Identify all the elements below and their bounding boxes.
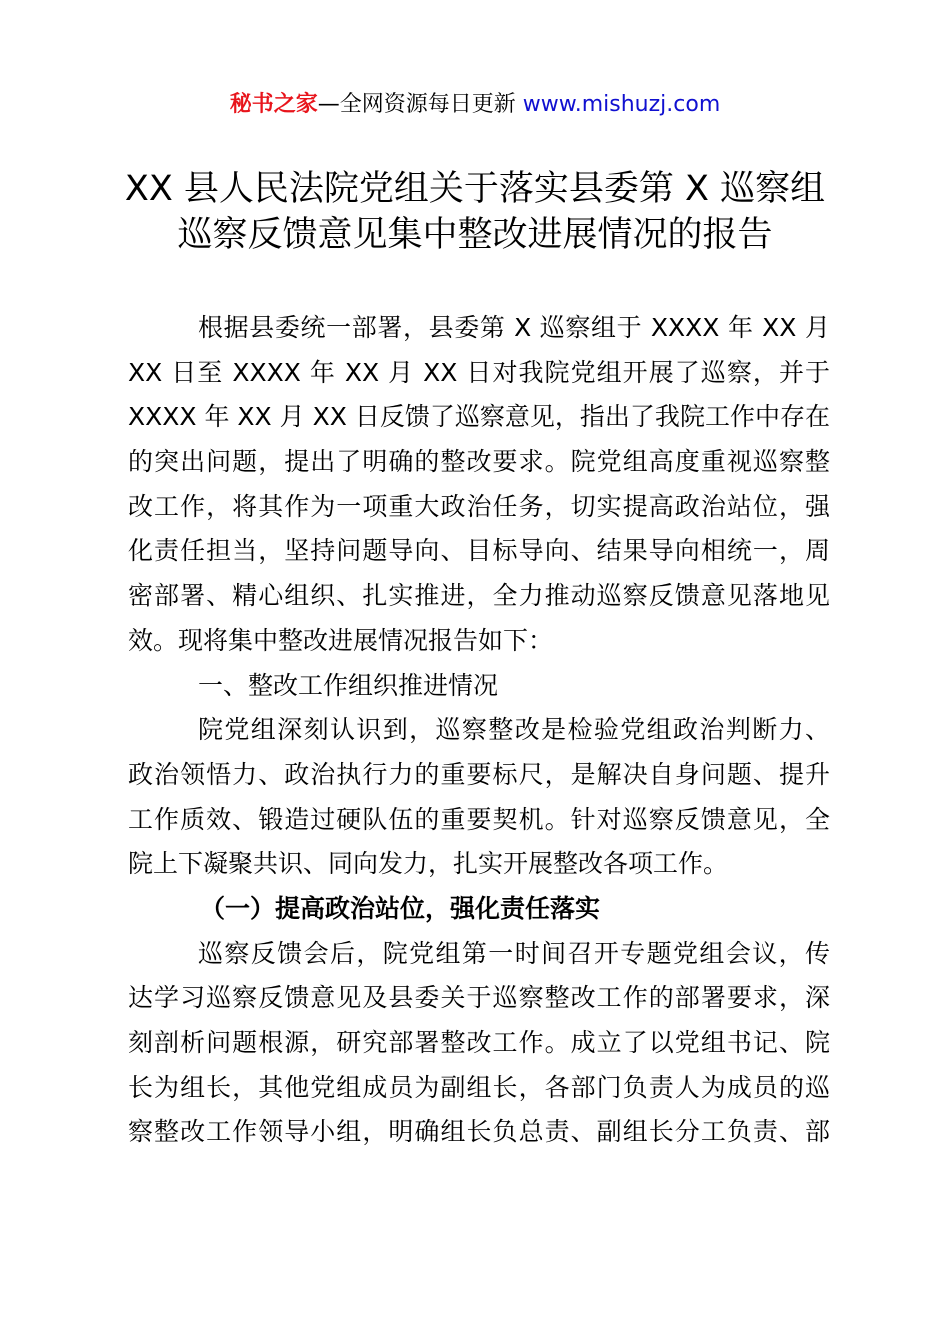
site-url-link[interactable]: www.mishuzj.com — [522, 92, 721, 117]
paragraph-line: 根据县委统一部署，县委第 X 巡察组于 XXXX 年 XX 月 — [198, 313, 830, 342]
paragraph-line: 院上下凝聚共识、同向发力，扎实开展整改各项工作。 — [128, 849, 729, 879]
paragraph-line: 长为组长，其他党组成员为副组长，各部门负责人为成员的巡 — [128, 1072, 830, 1102]
paragraph-line: 化责任担当，坚持问题导向、目标导向、结果导向相统一，周 — [128, 536, 830, 566]
paragraph-line: 效。现将集中整改进展情况报告如下： — [128, 625, 554, 655]
paragraph-line: 工作质效、锻造过硬队伍的重要契机。针对巡察反馈意见，全 — [128, 804, 830, 834]
paragraph-line: 巡察反馈会后，院党组第一时间召开专题党组会议，传 — [198, 938, 830, 968]
slogan: —全网资源每日更新 — [317, 92, 516, 117]
paragraph-line: 达学习巡察反馈意见及县委关于巡察整改工作的部署要求，深 — [128, 983, 830, 1013]
subsection-heading: （一）提高政治站位，强化责任落实 — [200, 893, 601, 923]
title-line: XX 县人民法院党组关于落实县委第 X 巡察组 — [124, 169, 826, 209]
paragraph-line: 刻剖析问题根源，研究部署整改工作。成立了以党组书记、院 — [128, 1028, 830, 1057]
paragraph-line: 改工作，将其作为一项重大政治任务，切实提高政治站位，强 — [128, 491, 830, 521]
section-heading: 一、整改工作组织推进情况 — [198, 670, 499, 700]
paragraph-line: 政治领悟力、政治执行力的重要标尺，是解决自身问题、提升 — [128, 759, 830, 789]
document-title — [0, 166, 950, 258]
paragraph-line: 院党组深刻认识到，巡察整改是检验党组政治判断力、 — [198, 715, 830, 745]
title-line: 巡察反馈意见集中整改进展情况的报告 — [177, 215, 773, 255]
paragraph-line: 密部署、精心组织、扎实推进，全力推动巡察反馈意见落地见 — [128, 581, 830, 611]
brand-name: 秘书之家 — [229, 92, 318, 117]
site-header — [0, 88, 950, 122]
document-body — [128, 306, 830, 1155]
paragraph-line: XX 日至 XXXX 年 XX 月 XX 日对我院党组开展了巡察，并于 — [128, 357, 830, 387]
paragraph-line: XXXX 年 XX 月 XX 日反馈了巡察意见，指出了我院工作中存在 — [128, 402, 830, 432]
paragraph-line: 的突出问题，提出了明确的整改要求。院党组高度重视巡察整 — [128, 447, 830, 477]
paragraph-line: 察整改工作领导小组，明确组长负总责、副组长分工负责、部 — [128, 1117, 830, 1147]
